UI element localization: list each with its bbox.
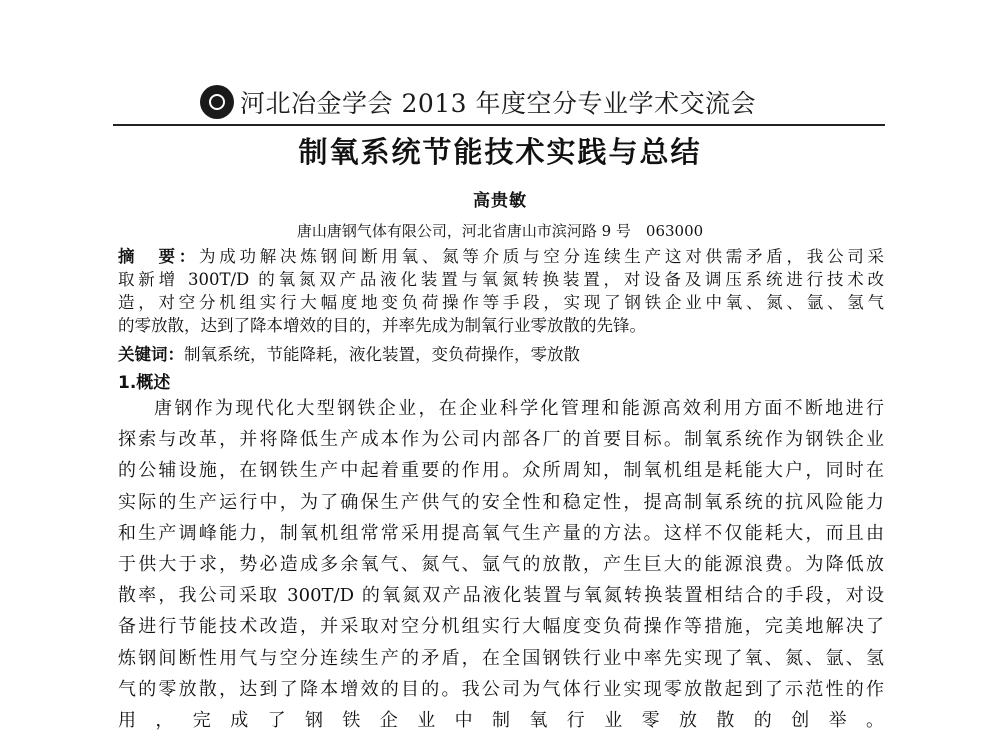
conference-title: 河北冶金学会 2013 年度空分专业学术交流会: [240, 89, 757, 118]
body-line: 备进行节能技术改造，并采取对空分机组实行大幅度变负荷操作等措施，完美地解决了: [118, 616, 884, 638]
body-line: 的公辅设施，在钢铁生产中起着重要的作用。众所周知，制氧机组是耗能大户，同时在: [118, 460, 884, 482]
society-logo-ring: [209, 94, 225, 110]
body-line: 气的零放散，达到了降本增效的目的。我公司为气体行业实现零放散起到了示范性的作: [118, 678, 884, 700]
society-logo-icon: [200, 85, 234, 119]
body-line: 散率，我公司采取 300T/D 的氧氮双产品液化装置与氧氮转换装置相结合的手段，对设: [118, 585, 884, 607]
header-divider: [113, 124, 885, 126]
keywords-text: 制氧系统，节能降耗，液化装置，变负荷操作，零放散: [184, 345, 580, 364]
body-line: 实际的生产运行中，为了确保生产供气的安全性和稳定性，提高制氧系统的抗风险能力: [118, 491, 884, 513]
keywords: [118, 341, 580, 365]
abstract: [118, 245, 884, 337]
abstract-line: 取新增 300T/D 的氧氮双产品液化装置与氧氮转换装置，对设备及调压系统进行技术改: [118, 270, 884, 289]
section-body: [118, 393, 884, 736]
abstract-line: 造，对空分机组实行大幅度地变负荷操作等手段，实现了钢铁企业中氧、氮、氩、氢气: [118, 293, 884, 312]
conference-header: [200, 82, 756, 122]
abstract-line: [118, 245, 884, 268]
body-line: 用，完成了钢铁企业中制氧行业零放散的创举。: [118, 710, 884, 732]
author-name: 高贵敏: [473, 191, 527, 211]
abstract-line: 的零放散，达到了降本增效的目的，并率先成为制氧行业零放散的先锋。: [118, 316, 646, 335]
abstract-label: 摘 要：: [118, 247, 200, 266]
paper-title: 制氧系统节能技术实践与总结: [298, 135, 702, 169]
section-heading: 1.概述: [118, 373, 171, 393]
abstract-text: 为成功解决炼钢间断用氧、氮等介质与空分连续生产这对供需矛盾，我公司采: [199, 247, 885, 266]
body-line: 于供大于求，势必造成多余氧气、氮气、氩气的放散，产生巨大的能源浪费。为降低放: [118, 554, 884, 576]
keywords-label: 关键词：: [118, 345, 184, 364]
body-line: 和生产调峰能力，制氧机组常常采用提高氧气生产量的方法。这样不仅能耗大，而且由: [118, 522, 884, 544]
author-affiliation: 唐山唐钢气体有限公司，河北省唐山市滨河路 9 号 063000: [296, 222, 704, 240]
body-line: 唐钢作为现代化大型钢铁企业，在企业科学化管理和能源高效利用方面不断地进行: [154, 398, 884, 419]
body-line: 探索与改革，并将降低生产成本作为公司内部各厂的首要目标。制氧系统作为钢铁企业: [118, 429, 884, 451]
body-line: 炼钢间断性用气与空分连续生产的矛盾，在全国钢铁行业中率先实现了氧、氮、氩、氢: [118, 647, 884, 669]
